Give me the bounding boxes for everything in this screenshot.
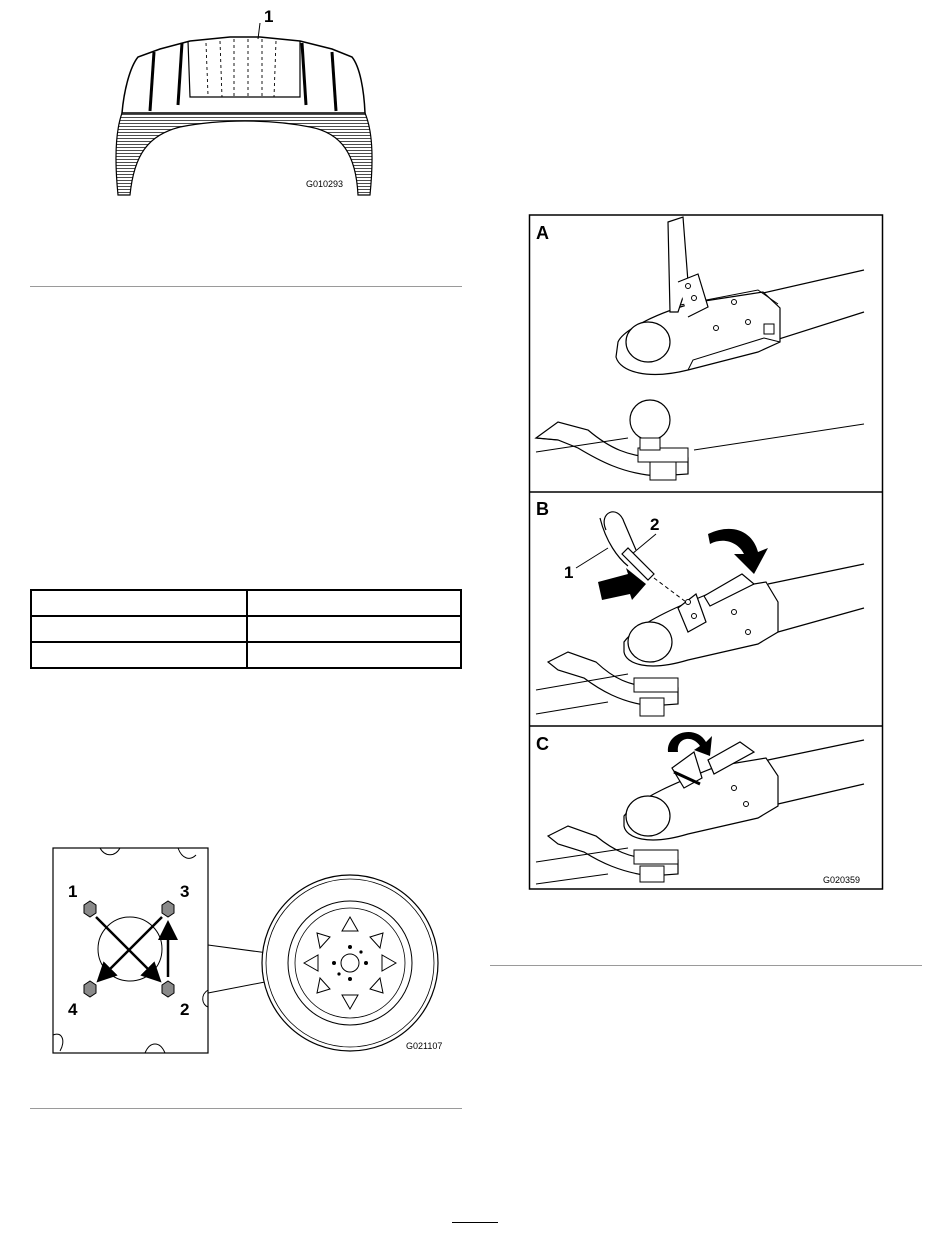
lug-callout-4: 4: [68, 1000, 78, 1019]
tire-callout-1: 1: [264, 7, 274, 26]
tire-tread-figure: [110, 5, 380, 200]
pin-callout-1: 1: [564, 563, 574, 582]
section-divider: [490, 965, 922, 966]
table-cell: [31, 616, 247, 642]
panel-b-label: B: [536, 499, 549, 519]
trailer-hitch-figure: [528, 212, 886, 894]
section-divider: [30, 1108, 462, 1109]
table-row: [31, 642, 461, 668]
lug-callout-2: 2: [180, 1000, 190, 1019]
table-row: [31, 616, 461, 642]
pin-callout-2: 2: [650, 515, 660, 534]
table-cell: [31, 590, 247, 616]
panel-a-label: A: [536, 223, 549, 243]
table-cell: [31, 642, 247, 668]
section-divider: [30, 286, 462, 287]
table-cell: [247, 642, 461, 668]
lug-callout-1: 1: [68, 882, 78, 901]
lug-nut-sequence-figure: [50, 845, 450, 1057]
spec-table: [30, 589, 462, 669]
tire-figure-id: G010293: [306, 179, 344, 189]
table-row: [31, 590, 461, 616]
lug-callout-3: 3: [180, 882, 190, 901]
table-cell: [247, 590, 461, 616]
table-cell: [247, 616, 461, 642]
lug-figure-id: G021107: [406, 1041, 443, 1051]
hitch-figure-id: G020359: [823, 875, 861, 885]
panel-c-label: C: [536, 734, 549, 754]
page-number-line: [452, 1222, 498, 1223]
